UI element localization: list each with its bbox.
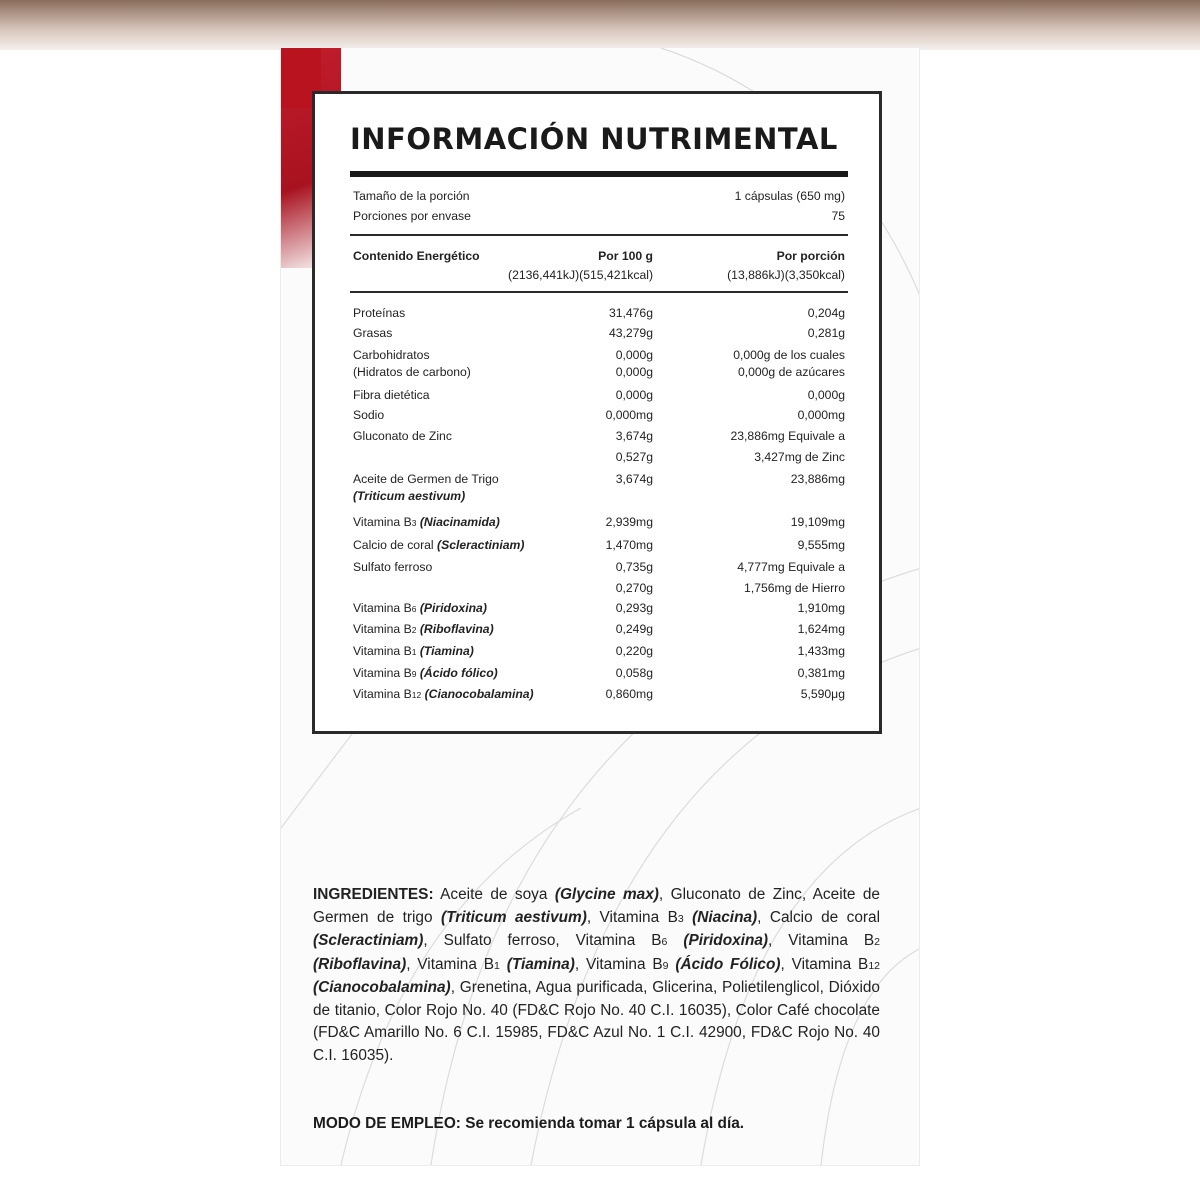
nutrient-name: (Triticum aestivum): [353, 489, 466, 503]
servings-value: 75: [831, 209, 845, 223]
nutrient-name: Gluconato de Zinc: [353, 429, 452, 443]
nutrient-perserving: 19,109mg: [790, 515, 845, 529]
ingredients-heading: INGREDIENTES:: [313, 886, 434, 903]
nutrient-perserving: 0,000g: [807, 388, 845, 402]
nutrient-per100: 0,270g: [615, 581, 653, 595]
nutrient-perserving: 5,590μg: [800, 687, 845, 701]
nutrient-name: Vitamina B1 (Tiamina): [353, 644, 474, 658]
nutrient-perserving: 3,427mg de Zinc: [754, 450, 845, 464]
nutrient-per100: 3,674g: [615, 429, 653, 443]
nutrient-name: Vitamina B12 (Cianocobalamina): [353, 687, 534, 701]
nutrient-per100: 0,527g: [615, 450, 653, 464]
nutrient-per100: 0,220g: [615, 644, 653, 658]
energy-per100: (2136,441kJ)(515,421kcal): [508, 268, 653, 282]
nutrient-name: Vitamina B9 (Ácido fólico): [353, 666, 498, 680]
nutrient-name: Calcio de coral (Scleractiniam): [353, 538, 525, 552]
nutrient-per100: 0,000g: [615, 388, 653, 402]
nutrient-perserving: 23,886mg: [790, 472, 845, 486]
nutrient-perserving: 1,756mg de Hierro: [744, 581, 845, 595]
nutrient-perserving: 0,000g de azúcares: [737, 365, 845, 379]
nutrient-perserving: 1,433mg: [797, 644, 845, 658]
nutrient-perserving: 0,204g: [807, 306, 845, 320]
nutrient-per100: 0,000g: [615, 365, 653, 379]
nutrient-perserving: 0,381mg: [797, 666, 845, 680]
nutrient-per100: 0,249g: [615, 622, 653, 636]
servings-label: Porciones por envase: [353, 209, 471, 223]
nutrient-per100: 43,279g: [608, 326, 653, 340]
nutrient-perserving: 0,000mg: [797, 408, 845, 422]
divider: [350, 234, 848, 236]
nutrient-name: Sodio: [353, 408, 385, 422]
nutrient-name: Carbohidratos: [353, 348, 430, 362]
nutrient-name: Vitamina B2 (Riboflavina): [353, 622, 494, 636]
ingredients-text: Aceite de soya (Glycine max), Gluconato de Zinc, Aceite de Germen de trigo (Triticum aestivum), Vitamina B3 (Niacina), Calcio de coral (Scleractiniam), Sulfato ferroso, Vitamina B6 (Piridoxina), Vitamina B2 (Riboflavina), Vitamina B1 (Tiamina), Vitamina B9 (Ácido Fólico), Vitamina B12 (Cianocobalamina), Grenetina, Agua purificada, Glicerina, Polietilenglicol, Dióxido de titanio, Color Rojo No. 40 (FD&C Rojo No. 40 C.I. 16035), Color Café chocolate (FD&C Amarillo No. 6 C.I. 15985, FD&C Azul No. 1 C.I. 42900, FD&C Rojo No. 40 C.I. 16035).: [313, 886, 881, 1064]
energy-perserving: (13,886kJ)(3,350kcal): [727, 268, 845, 282]
nutrient-per100: 0,000mg: [605, 408, 653, 422]
ingredients-paragraph: [313, 884, 880, 1067]
nutrition-facts-label: [312, 91, 882, 734]
nutrient-name: Vitamina B6 (Piridoxina): [353, 601, 487, 615]
label-title: INFORMACIÓN NUTRIMENTAL: [350, 122, 838, 156]
serving-size-value: 1 cápsulas (650 mg): [734, 189, 845, 203]
nutrient-name: Proteínas: [353, 306, 406, 320]
nutrient-per100: 0,058g: [615, 666, 653, 680]
nutrient-perserving: 0,281g: [807, 326, 845, 340]
nutrient-name: Aceite de Germen de Trigo: [353, 472, 499, 486]
nutrient-name: (Hidratos de carbono): [353, 365, 471, 379]
nutrient-name: Vitamina B3 (Niacinamida): [353, 515, 500, 529]
nutrient-per100: 2,939mg: [605, 515, 653, 529]
divider: [350, 291, 848, 293]
nutrient-perserving: 0,000g de los cuales: [733, 348, 845, 362]
nutrient-perserving: 1,910mg: [797, 601, 845, 615]
per100-header: Por 100 g: [598, 249, 653, 263]
usage-instructions: MODO DE EMPLEO: Se recomienda tomar 1 cápsula al día.: [313, 1115, 745, 1132]
perserving-header: Por porción: [776, 249, 845, 263]
nutrient-perserving: 1,624mg: [797, 622, 845, 636]
nutrient-perserving: 4,777mg Equivale a: [737, 560, 845, 574]
nutrient-name: Fibra dietética: [353, 388, 430, 402]
energy-label: Contenido Energético: [353, 249, 480, 263]
nutrient-per100: 0,860mg: [605, 687, 653, 701]
nutrient-per100: 0,293g: [615, 601, 653, 615]
nutrient-per100: 31,476g: [608, 306, 653, 320]
title-divider: [350, 171, 848, 177]
nutrient-name: Sulfato ferroso: [353, 560, 433, 574]
nutrient-per100: 3,674g: [615, 472, 653, 486]
serving-size-label: Tamaño de la porción: [353, 189, 470, 203]
nutrient-per100: 0,735g: [615, 560, 653, 574]
nutrient-perserving: 9,555mg: [797, 538, 845, 552]
package-top-shadow: [0, 0, 1200, 50]
nutrient-perserving: 23,886mg Equivale a: [730, 429, 845, 443]
nutrient-name: Grasas: [353, 326, 393, 340]
nutrient-per100: 1,470mg: [605, 538, 653, 552]
nutrient-per100: 0,000g: [615, 348, 653, 362]
